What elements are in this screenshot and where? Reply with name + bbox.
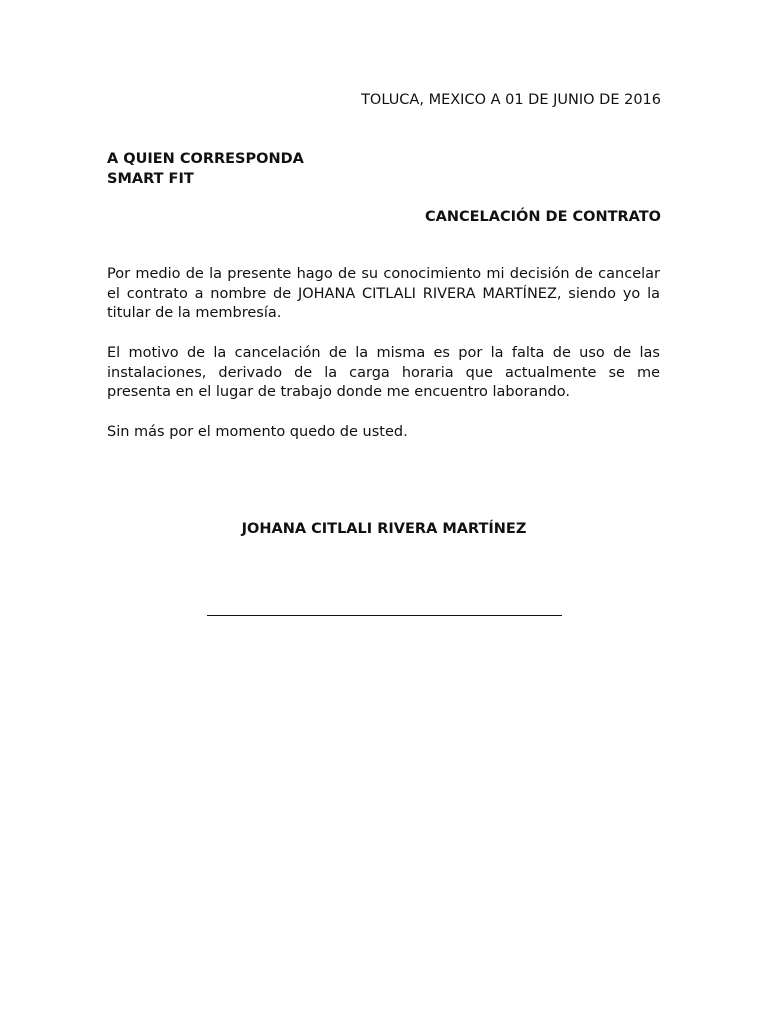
signature-line <box>207 615 562 616</box>
place-date: TOLUCA, MEXICO A 01 DE JUNIO DE 2016 <box>361 92 661 108</box>
body-paragraph-reason: El motivo de la cancelación de la misma es por la falta de uso de las instalaciones, derivado de la carga horaria que actualmente se me presenta en el lugar de trabajo donde me encuentro laborando. <box>107 345 660 401</box>
recipient-company: SMART FIT <box>107 171 194 187</box>
recipient-salutation: A QUIEN CORRESPONDA <box>107 151 304 167</box>
body-paragraph-decision: Por medio de la presente hago de su conocimiento mi decisión de cancelar el contrato a nombre de JOHANA CITLALI RIVERA MARTÍNEZ, siendo yo la titular de la membresía. <box>107 266 660 322</box>
subject-line: CANCELACIÓN DE CONTRATO <box>424 209 661 225</box>
body-paragraph-closing: Sin más por el momento quedo de usted. <box>107 424 408 440</box>
signer-name: JOHANA CITLALI RIVERA MARTÍNEZ <box>241 521 527 537</box>
recipient-block <box>107 149 304 189</box>
